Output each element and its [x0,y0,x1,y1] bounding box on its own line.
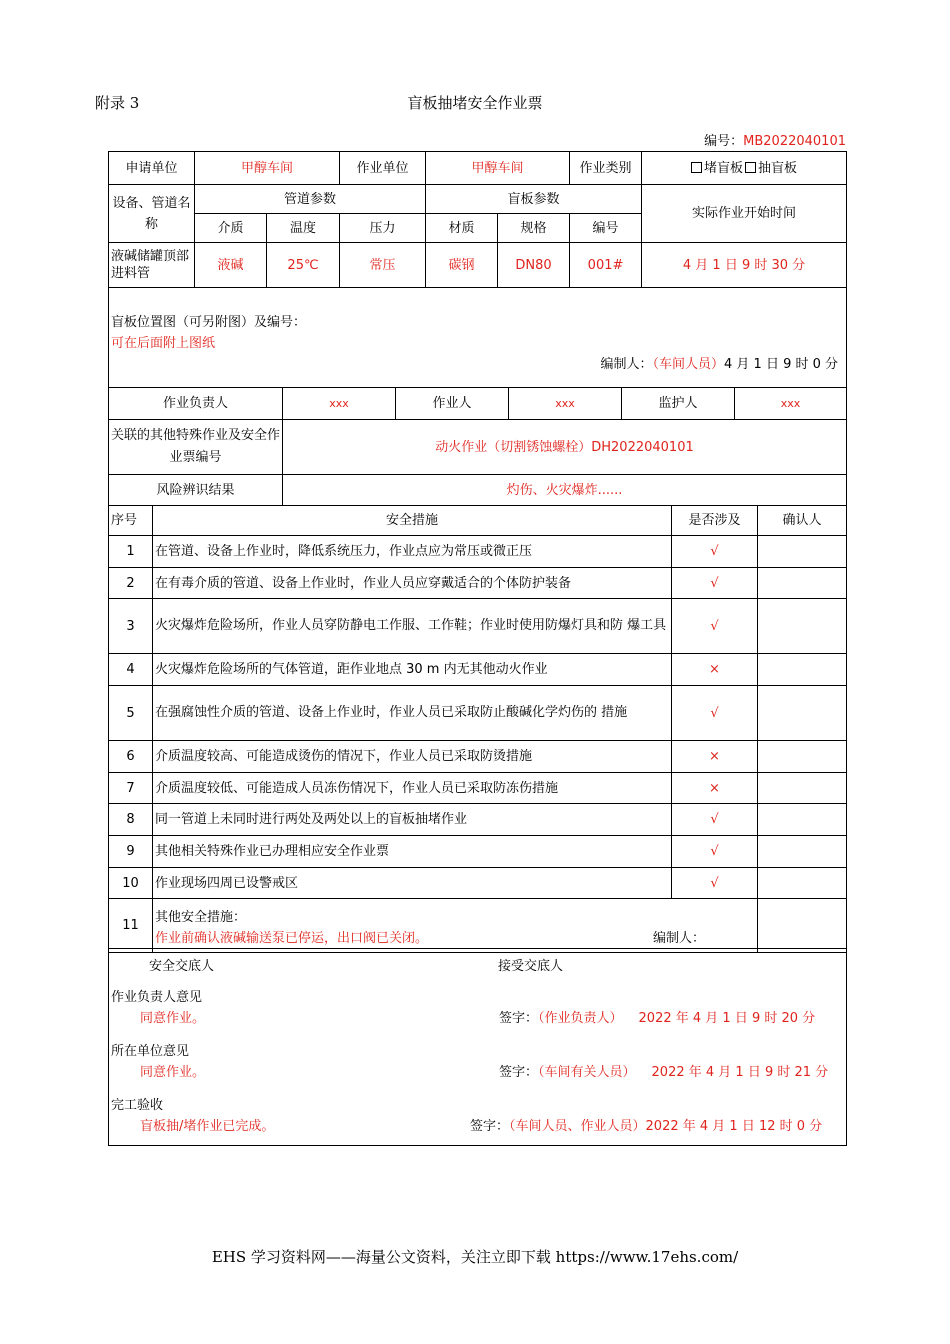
opinion-sign-label: 签字： [470,1118,510,1134]
opinion-sign-label: 签字： [499,1064,539,1080]
measure-confirmer[interactable] [758,599,847,654]
table-row [109,741,847,773]
table-row [109,568,847,599]
opinion-time: 2022 年 4 月 1 日 9 时 21 分 [651,1064,829,1080]
leader-value[interactable]: xxx [283,388,396,420]
leader-label: 作业负责人 [109,388,283,420]
diagram-cell[interactable] [109,288,847,388]
opinion-label: 作业负责人意见 [111,989,203,1005]
opinion-signer: （车间有关人员） [538,1064,636,1080]
measure-seq: 6 [109,741,153,773]
checkbox-block[interactable] [691,162,702,173]
measure-text: 介质温度较低、可能造成人员冻伤情况下，作业人员已采取防冻伤措施 [153,773,672,804]
spec-value[interactable]: DN80 [498,243,570,288]
apply-unit-label: 申请单位 [109,152,195,185]
form-code-value: MB2022040101 [743,134,846,149]
measure-mark[interactable]: √ [672,568,758,599]
work-unit-value[interactable]: 甲醇车间 [426,152,570,185]
risk-value[interactable]: 灼伤、火灾爆炸...... [283,475,847,506]
opinion-sign-label: 签字： [499,1010,539,1026]
people-table [108,387,847,506]
info-table [108,151,847,388]
material-label: 材质 [426,214,498,243]
checkbox-remove[interactable] [745,162,756,173]
measure-seq: 5 [109,686,153,741]
measure-mark[interactable]: × [672,773,758,804]
measure-confirmer[interactable] [758,868,847,899]
spec-label: 规格 [498,214,570,243]
measure-confirmer[interactable] [758,686,847,741]
opinions-table [108,948,847,1146]
work-type-options [642,152,847,185]
measure-text: 同一管道上未同时进行两处及两处以上的盲板抽堵作业 [153,804,672,836]
opinion-label: 所在单位意见 [111,1043,190,1059]
number-label: 编号 [570,214,642,243]
measure-confirmer[interactable] [758,773,847,804]
work-type-label: 作业类别 [570,152,642,185]
table-row [109,536,847,568]
opinion-value: 盲板抽/堵作业已完成。 [140,1118,275,1134]
opinion-sign [499,1008,815,1029]
other-measures-label: 其他安全措施： [155,910,247,925]
measure-text: 介质温度较高、可能造成烫伤的情况下，作业人员已采取防烫措施 [153,741,672,773]
measure-confirmer[interactable] [758,899,847,953]
diagram-preparer-value: （车间人员） [652,357,725,372]
measure-seq: 2 [109,568,153,599]
handover-cell[interactable] [109,949,847,985]
involved-header: 是否涉及 [672,506,758,536]
work-unit-label: 作业单位 [340,152,426,185]
measure-text: 作业现场四周已设警戒区 [153,868,672,899]
guardian-label: 监护人 [622,388,735,420]
measure-header: 安全措施 [153,506,672,536]
start-time-value[interactable]: 4 月 1 日 9 时 30 分 [642,243,847,288]
measure-seq: 10 [109,868,153,899]
opinion-acceptance-cell[interactable] [109,1093,847,1146]
measure-seq: 4 [109,654,153,686]
opinion-leader-cell[interactable] [109,985,847,1039]
confirmer-header: 确认人 [758,506,847,536]
equip-value[interactable]: 液碱储罐顶部进料管 [109,243,195,288]
table-row [109,599,847,654]
table-row [109,773,847,804]
blind-params-label: 盲板参数 [426,185,642,214]
diagram-value: 可在后面附上图纸 [111,336,216,351]
measure-mark[interactable]: √ [672,536,758,568]
measure-confirmer[interactable] [758,741,847,773]
pressure-label: 压力 [340,214,426,243]
measure-confirmer[interactable] [758,654,847,686]
opinion-signer: （车间人员、作业人员） [509,1118,646,1134]
temp-value[interactable]: 25℃ [267,243,340,288]
measure-seq: 1 [109,536,153,568]
diagram-label: 盲板位置图（可另附图）及编号： [111,315,307,330]
work-type-opt1: 堵盲板 [704,160,744,176]
table-row [109,836,847,868]
medium-label: 介质 [195,214,267,243]
measure-text: 其他相关特殊作业已办理相应安全作业票 [153,836,672,868]
opinion-sign [470,1116,822,1137]
measure-confirmer[interactable] [758,568,847,599]
handover-receiver-label: 接受交底人 [498,959,564,975]
guardian-value[interactable]: xxx [735,388,847,420]
number-value[interactable]: 001# [570,243,642,288]
medium-value[interactable]: 液碱 [195,243,267,288]
measure-mark[interactable]: √ [672,804,758,836]
measure-text: 在强腐蚀性介质的管道、设备上作业时，作业人员已采取防止酸碱化学灼伤的 措施 [153,686,672,741]
equip-label: 设备、管道名称 [109,185,195,243]
measure-mark[interactable]: √ [672,868,758,899]
worker-value[interactable]: xxx [509,388,622,420]
table-row [109,804,847,836]
opinion-signer: （作业负责人） [538,1010,623,1026]
work-type-opt2: 抽盲板 [758,160,798,176]
form-code [704,130,846,149]
pipe-params-label: 管道参数 [195,185,426,214]
other-measures-value: 作业前确认液碱输送泵已停运，出口阀已关闭。 [155,931,429,946]
opinion-time: 2022 年 4 月 1 日 9 时 20 分 [638,1010,816,1026]
measure-text: 火灾爆炸危险场所，作业人员穿防静电工作服、工作鞋；作业时使用防爆灯具和防 爆工具 [153,599,672,654]
measure-seq: 3 [109,599,153,654]
opinion-label: 完工验收 [111,1097,164,1113]
measure-text: 在有毒介质的管道、设备上作业时，作业人员应穿戴适合的个体防护装备 [153,568,672,599]
other-measures-cell[interactable] [153,899,758,953]
apply-unit-value[interactable]: 甲醇车间 [195,152,340,185]
temp-label: 温度 [267,214,340,243]
start-time-label: 实际作业开始时间 [642,185,847,243]
form-code-label: 编号： [704,134,744,149]
measure-mark[interactable]: √ [672,599,758,654]
worker-label: 作业人 [396,388,509,420]
opinion-time: 2022 年 4 月 1 日 12 时 0 分 [645,1118,823,1134]
diagram-preparer-label: 编制人： [600,357,653,372]
table-row [109,899,847,953]
table-row [109,686,847,741]
measure-text: 火灾爆炸危险场所的气体管道，距作业地点 30 m 内无其他动火作业 [153,654,672,686]
page-footer: EHS 学习资料网——海量公文资料，关注立即下载 https://www.17ehs.com/ [211,1248,739,1266]
measure-confirmer[interactable] [758,804,847,836]
measure-mark[interactable]: √ [672,836,758,868]
measure-mark[interactable]: × [672,654,758,686]
measure-seq: 8 [109,804,153,836]
material-value[interactable]: 碳钢 [426,243,498,288]
diagram-preparer [111,354,844,375]
handover-giver-label: 安全交底人 [149,959,215,975]
other-measures-preparer: 编制人： [652,931,705,946]
opinion-value: 同意作业。 [140,1010,206,1026]
measure-seq: 9 [109,836,153,868]
measure-confirmer[interactable] [758,536,847,568]
diagram-preparer-time: 4 月 1 日 9 时 0 分 [724,357,839,372]
appendix-label: 附录 3 [95,94,140,112]
measures-table [108,505,847,953]
measure-mark[interactable]: × [672,741,758,773]
table-row [109,868,847,899]
table-row [109,654,847,686]
measure-text: 在管道、设备上作业时，降低系统压力，作业点应为常压或微正压 [153,536,672,568]
measure-seq: 11 [109,899,153,953]
risk-label: 风险辨识结果 [109,475,283,506]
opinion-unit-cell[interactable] [109,1039,847,1093]
opinion-value: 同意作业。 [140,1064,206,1080]
measure-confirmer[interactable] [758,836,847,868]
measure-seq: 7 [109,773,153,804]
related-value[interactable]: 动火作业（切割锈蚀螺栓）DH2022040101 [283,420,847,475]
measure-mark[interactable]: √ [672,686,758,741]
opinion-sign [499,1062,828,1083]
form-title: 盲板抽堵安全作业票 [407,94,543,112]
pressure-value[interactable]: 常压 [340,243,426,288]
seq-header: 序号 [109,506,153,536]
related-label: 关联的其他特殊作业及安全作业票编号 [109,420,283,475]
